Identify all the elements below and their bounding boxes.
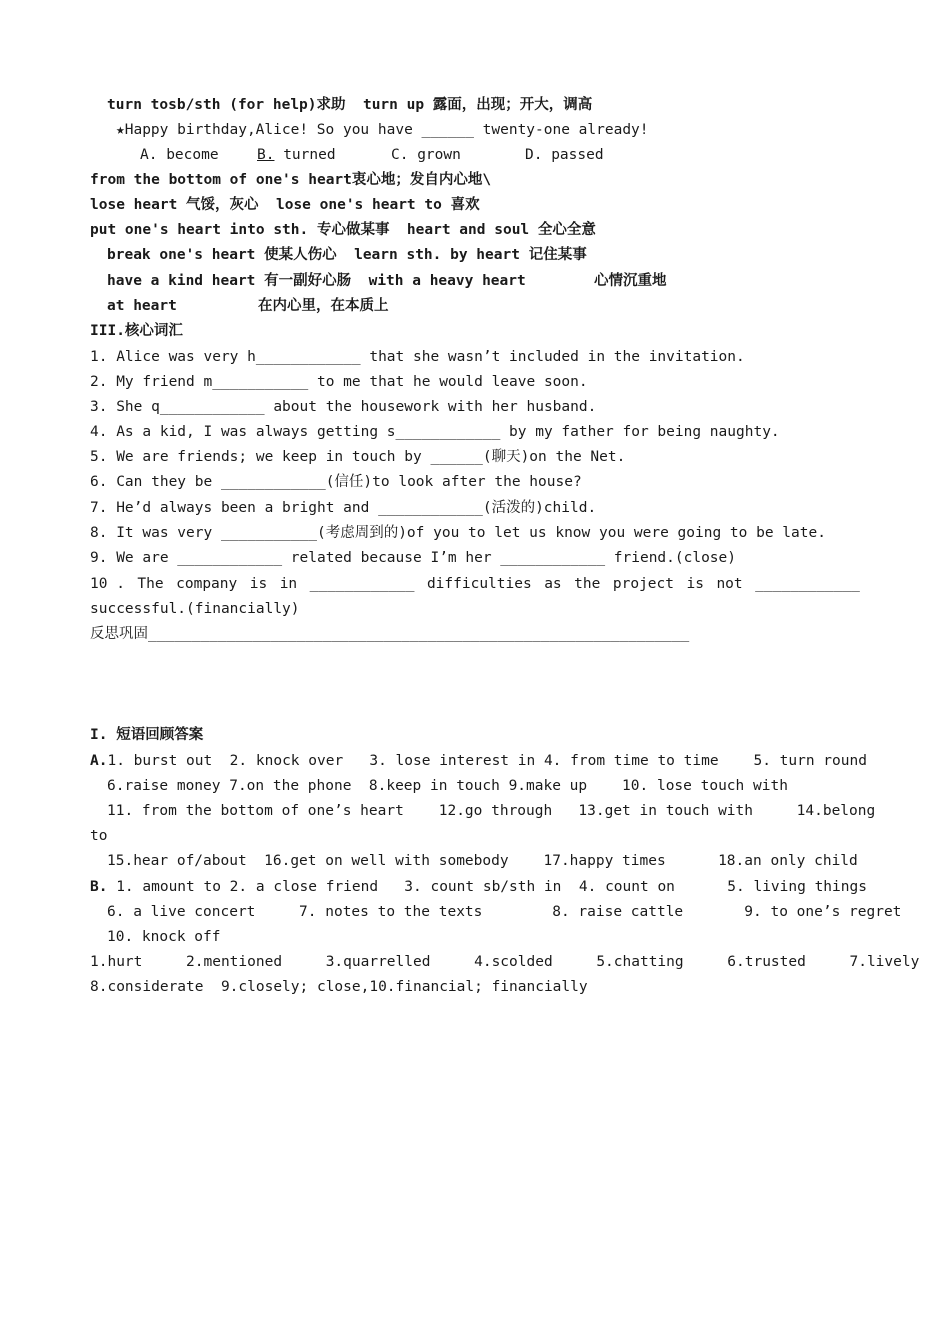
vocab-item-10-continued: successful.(financially) [90, 601, 300, 617]
answers-b-line-1 [90, 878, 867, 896]
quiz-question: ★Happy birthday,Alice! So you have ______ twenty-one already! [116, 122, 649, 138]
word: is [249, 576, 268, 592]
phrase-at-heart-meaning: 在内心里，在本质上 [258, 298, 389, 314]
vocab-item-2: 2. My friend m___________ to me that he would leave soon. [90, 374, 588, 390]
answers-a-text: 1. burst out 2. knock over 3. lose interest in 4. from time to time 5. turn round [107, 753, 867, 769]
answers-heading: I. 短语回顾答案 [90, 727, 204, 743]
word: the [574, 576, 601, 592]
answers-a-line-4: 15.hear of/about 16.get on well with somebody 17.happy times 18.an only child [107, 853, 858, 869]
word: project [612, 576, 674, 592]
phrase-line-bottom-heart: from the bottom of one's heart衷心地；发自内心地\ [90, 172, 492, 188]
section-heading-core-vocab: III.核心词汇 [90, 323, 183, 339]
answers-vocab-line-1: 1.hurt 2.mentioned 3.quarrelled 4.scolded 5.chatting 6.trusted 7.lively [90, 954, 920, 970]
vocab-item-3: 3. She q____________ about the housework with her husband. [90, 399, 597, 415]
word: difficulties [426, 576, 532, 592]
blank: ____________ [309, 576, 415, 592]
vocab-item-6: 6. Can they be ____________(信任)to look after the house? [90, 474, 582, 490]
answers-vocab-line-2: 8.considerate 9.closely; close,10.financial; financially [90, 979, 588, 995]
answers-b-text: 1. amount to 2. a close friend 3. count sb/sth in 4. count on 5. living things [107, 879, 867, 895]
answers-a-line-3-continued: to [90, 828, 108, 844]
vocab-item-5: 5. We are friends; we keep in touch by ______(聊天)on the Net. [90, 449, 626, 465]
option-b-letter: B. [257, 147, 275, 163]
phrase-heavy-heart-meaning: 心情沉重地 [594, 273, 667, 289]
word: The [137, 576, 164, 592]
phrase-line-kind-heart: have a kind heart 有一副好心肠 with a heavy heart [107, 273, 526, 289]
answers-b-label: B. [90, 879, 108, 895]
option-c: C. grown [391, 147, 461, 163]
option-d: D. passed [525, 147, 604, 163]
vocab-item-7: 7. He’d always been a bright and ____________(活泼的)child. [90, 500, 597, 516]
vocab-item-8: 8. It was very ___________(考虑周到的)of you to let us know you were going to be late. [90, 525, 826, 541]
phrase-line-lose-heart: lose heart 气馁，灰心 lose one's heart to 喜欢 [90, 197, 480, 213]
vocab-item-10 [90, 575, 860, 593]
phrase-line-at-heart: at heart [107, 298, 177, 314]
vocab-item-4: 4. As a kid, I was always getting s____________ by my father for being naughty. [90, 424, 780, 440]
word: not [716, 576, 743, 592]
vocab-item-1: 1. Alice was very h____________ that she wasn’t included in the invitation. [90, 349, 745, 365]
answers-b-line-2: 6. a live concert 7. notes to the texts 8. raise cattle 9. to one’s regret [107, 904, 902, 920]
blank: ____________ [755, 576, 860, 592]
answers-a-line-2: 6.raise money 7.on the phone 8.keep in touch 9.make up 10. lose touch with [107, 778, 788, 794]
answers-a-label: A. [90, 753, 108, 769]
word: in [279, 576, 298, 592]
answers-a-line-1 [90, 752, 867, 770]
phrase-line-turn: turn tosb/sth (for help)求助 turn up 露面，出现；开大，调高 [107, 97, 593, 113]
word: company [176, 576, 238, 592]
reflection-line: 反思巩固______________________________________________________________ [90, 626, 690, 642]
word: 10 . [90, 576, 125, 592]
answers-b-line-3: 10. knock off [107, 929, 221, 945]
answers-a-line-3: 11. from the bottom of one’s heart 12.go through 13.get in touch with 14.belong [107, 803, 876, 819]
option-b-word: turned [274, 147, 336, 163]
vocab-item-9: 9. We are ____________ related because I’m her ____________ friend.(close) [90, 550, 737, 566]
word: as [544, 576, 562, 592]
phrase-line-put-heart: put one's heart into sth. 专心做某事 heart and soul 全心全意 [90, 222, 596, 238]
option-b [257, 146, 336, 164]
option-a: A. become [140, 147, 219, 163]
phrase-line-break-heart: break one's heart 使某人伤心 learn sth. by heart 记住某事 [107, 247, 587, 263]
word: is [686, 576, 704, 592]
